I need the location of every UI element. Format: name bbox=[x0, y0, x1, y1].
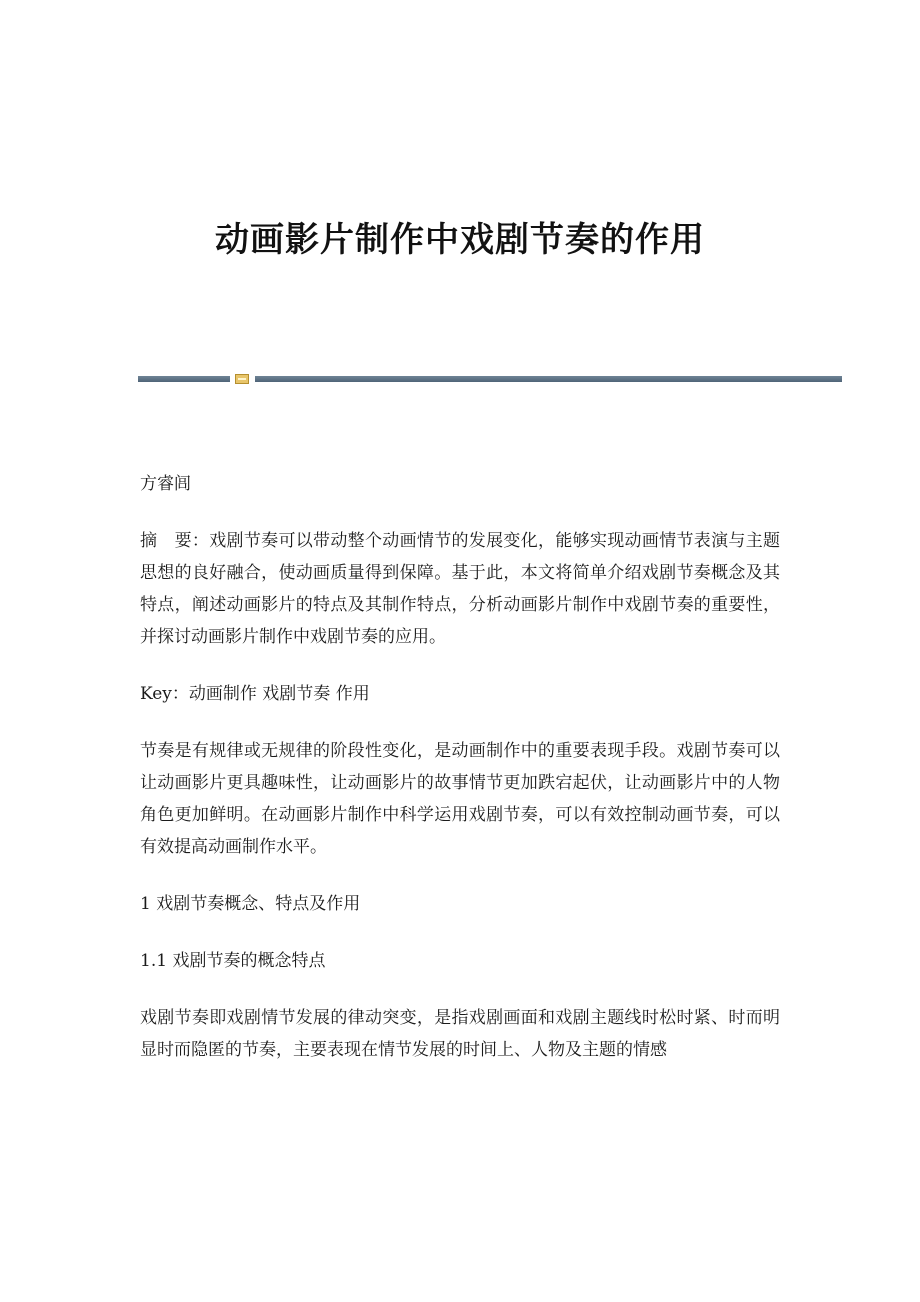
divider-bar-right bbox=[255, 376, 842, 382]
section-heading-1-1: 1.1 戏剧节奏的概念特点 bbox=[140, 951, 326, 971]
section-heading-1: 1 戏剧节奏概念、特点及作用 bbox=[140, 894, 361, 914]
title-divider bbox=[138, 374, 842, 384]
keywords-line: Key：动画制作 戏剧节奏 作用 bbox=[140, 684, 370, 704]
document-body bbox=[140, 468, 780, 1091]
abstract-paragraph: 摘 要：戏剧节奏可以带动整个动画情节的发展变化，能够实现动画情节表演与主题思想的良好融合，使动画质量得到保障。基于此，本文将简单介绍戏剧节奏概念及其特点，阐述动画影片的特点及其制作特点，分析动画影片制作中戏剧节奏的重要性，并探讨动画影片制作中戏剧节奏的应用。 bbox=[140, 531, 780, 647]
body-paragraph: 戏剧节奏即戏剧情节发展的律动突变，是指戏剧画面和戏剧主题线时松时紧、时而明显时而隐匿的节奏，主要表现在情节发展的时间上、人物及主题的情感 bbox=[140, 1008, 780, 1060]
divider-ornament-icon bbox=[235, 374, 249, 384]
author-name: 方睿闾 bbox=[140, 474, 191, 494]
divider-bar-left bbox=[138, 376, 230, 382]
document-title: 动画影片制作中戏剧节奏的作用 bbox=[215, 220, 705, 260]
intro-paragraph: 节奏是有规律或无规律的阶段性变化，是动画制作中的重要表现手段。戏剧节奏可以让动画影片更具趣味性，让动画影片的故事情节更加跌宕起伏，让动画影片中的人物角色更加鲜明。在动画影片制作中科学运用戏剧节奏，可以有效控制动画节奏，可以有效提高动画制作水平。 bbox=[140, 741, 780, 857]
